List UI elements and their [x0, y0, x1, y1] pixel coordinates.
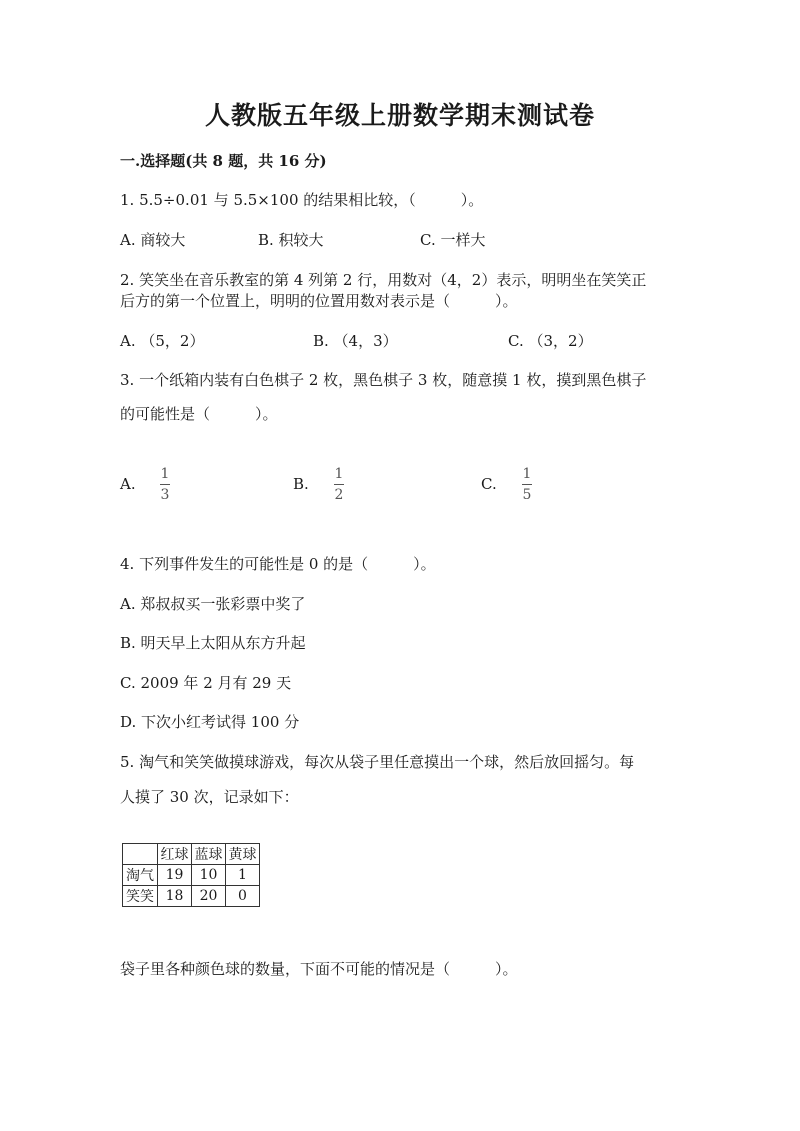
question-1-option-b: B. 积较大	[258, 231, 324, 249]
table-header-cell: 黄球	[226, 844, 260, 865]
fraction-numerator: 1	[334, 466, 344, 482]
page-title: 人教版五年级上册数学期末测试卷	[204, 101, 595, 130]
fraction-numerator: 1	[160, 466, 170, 482]
table-cell: 19	[158, 865, 192, 886]
question-5-question: 袋子里各种颜色球的数量，下面不可能的情况是（ ）。	[120, 960, 518, 978]
question-2-line-1: 2. 笑笑坐在音乐教室的第 4 列第 2 行，用数对（4，2）表示，明明坐在笑笑正	[120, 271, 647, 289]
question-1-text: 1. 5.5÷0.01 与 5.5×100 的结果相比较，（ ）。	[120, 191, 484, 209]
fraction-denominator: 2	[334, 487, 344, 503]
question-3-option-c-fraction	[522, 466, 532, 503]
question-4-option-d: D. 下次小红考试得 100 分	[120, 713, 300, 731]
fraction-bar	[160, 484, 170, 485]
question-2-line-2: 后方的第一个位置上，明明的位置用数对表示是（ ）。	[120, 292, 518, 310]
table-cell: 淘气	[123, 865, 158, 886]
question-4-option-b: B. 明天早上太阳从东方升起	[120, 634, 306, 652]
question-1-option-a: A. 商较大	[120, 231, 186, 249]
question-4-text: 4. 下列事件发生的可能性是 0 的是（ ）。	[120, 555, 436, 573]
table-row	[123, 865, 260, 886]
question-3-option-c-label: C.	[481, 475, 497, 493]
question-3-option-a-label: A.	[120, 475, 136, 493]
table-cell: 18	[158, 886, 192, 907]
question-4-option-a: A. 郑叔叔买一张彩票中奖了	[120, 595, 306, 613]
question-4-option-c: C. 2009 年 2 月有 29 天	[120, 674, 292, 692]
table-header-row	[123, 844, 260, 865]
question-5-line-2: 人摸了 30 次，记录如下：	[120, 788, 299, 806]
table-cell: 1	[226, 865, 260, 886]
question-2-option-b: B. （4，3）	[313, 332, 398, 350]
fraction-denominator: 3	[160, 487, 170, 503]
question-3-line-2: 的可能性是（ ）。	[120, 405, 278, 423]
table-row	[123, 886, 260, 907]
table-header-cell	[123, 844, 158, 865]
record-table	[122, 843, 260, 907]
question-5-line-1: 5. 淘气和笑笑做摸球游戏，每次从袋子里任意摸出一个球，然后放回摇匀。每	[120, 753, 635, 771]
fraction-numerator: 1	[522, 466, 532, 482]
question-3-option-a-fraction	[160, 466, 170, 503]
question-3-option-b-label: B.	[293, 475, 309, 493]
question-2-option-a: A. （5，2）	[120, 332, 205, 350]
question-3-line-1: 3. 一个纸箱内装有白色棋子 2 枚，黑色棋子 3 枚，随意摸 1 枚，摸到黑色棋子	[120, 371, 647, 389]
table-cell: 0	[226, 886, 260, 907]
section-heading: 一.选择题(共 8 题，共 16 分)	[120, 152, 327, 170]
question-2-option-c: C. （3，2）	[508, 332, 593, 350]
table-header-cell: 红球	[158, 844, 192, 865]
question-3-option-b-fraction	[334, 466, 344, 503]
table-header-cell: 蓝球	[192, 844, 226, 865]
table-cell: 10	[192, 865, 226, 886]
table-cell: 笑笑	[123, 886, 158, 907]
fraction-denominator: 5	[522, 487, 532, 503]
fraction-bar	[334, 484, 344, 485]
fraction-bar	[522, 484, 532, 485]
table-cell: 20	[192, 886, 226, 907]
question-1-option-c: C. 一样大	[420, 231, 486, 249]
